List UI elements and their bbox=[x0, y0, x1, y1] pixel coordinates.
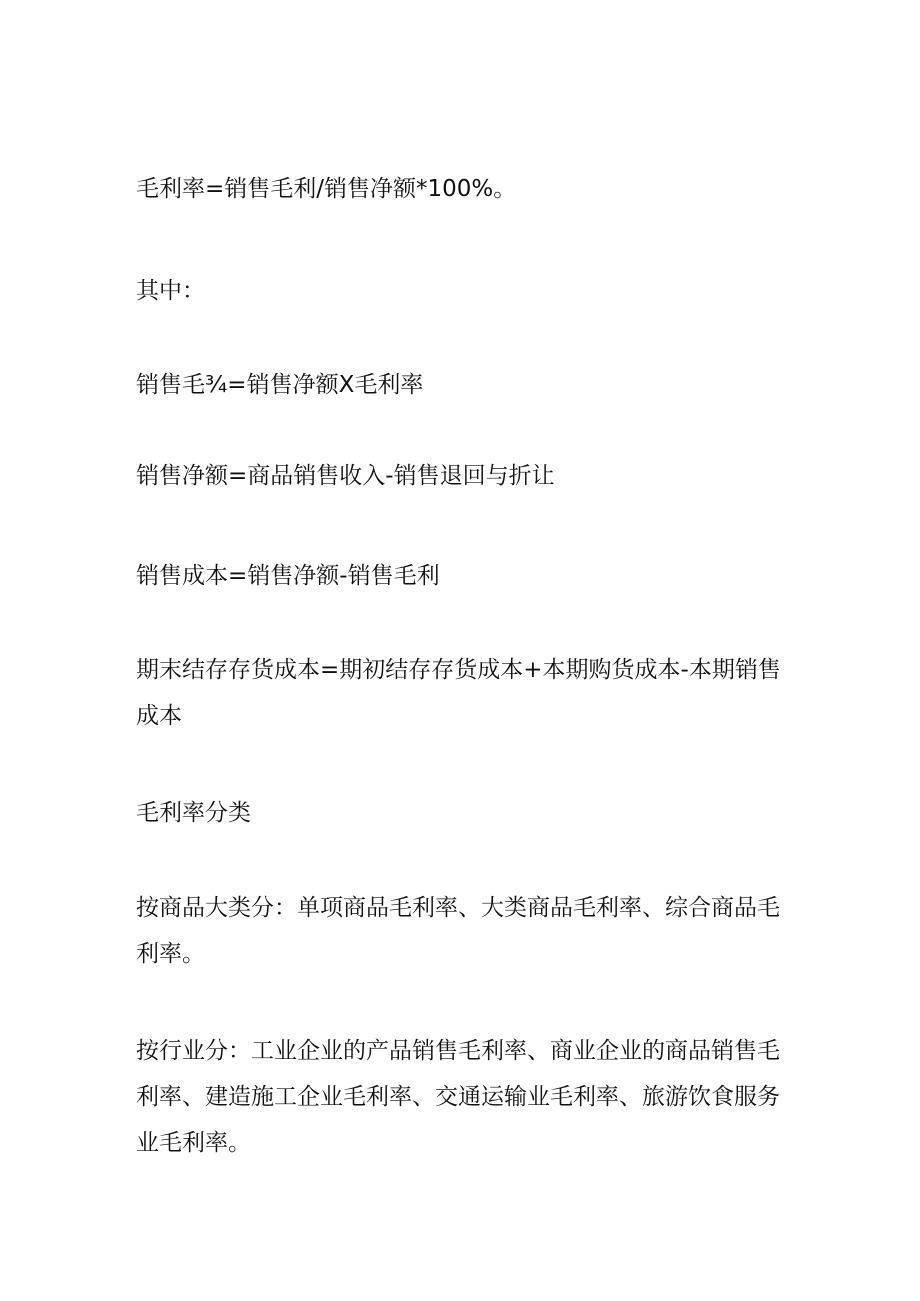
formula-sales-gross-profit: 销售毛¾=销售净额X毛利率 bbox=[136, 372, 424, 398]
formula-gross-margin-rate: 毛利率=销售毛利/销售净额*100%。 bbox=[136, 176, 517, 202]
text-where: 其中： bbox=[136, 278, 205, 304]
paragraph-by-industry: 按行业分：工业企业的产品销售毛利率、商业企业的商品销售毛利率、建造施工企业毛利率、交通运输业毛利率、旅游饮食服务业毛利率。 bbox=[136, 1038, 780, 1156]
section-heading-classification: 毛利率分类 bbox=[136, 800, 251, 826]
paragraph-by-product-category: 按商品大类分：单项商品毛利率、大类商品毛利率、综合商品毛利率。 bbox=[136, 895, 780, 967]
formula-cost-of-sales: 销售成本=销售净额-销售毛利 bbox=[136, 563, 440, 589]
formula-net-sales: 销售净额=商品销售收入-销售退回与折让 bbox=[136, 463, 555, 489]
formula-ending-inventory-cost: 期末结存存货成本=期初结存存货成本+本期购货成本-本期销售成本 bbox=[136, 657, 781, 729]
